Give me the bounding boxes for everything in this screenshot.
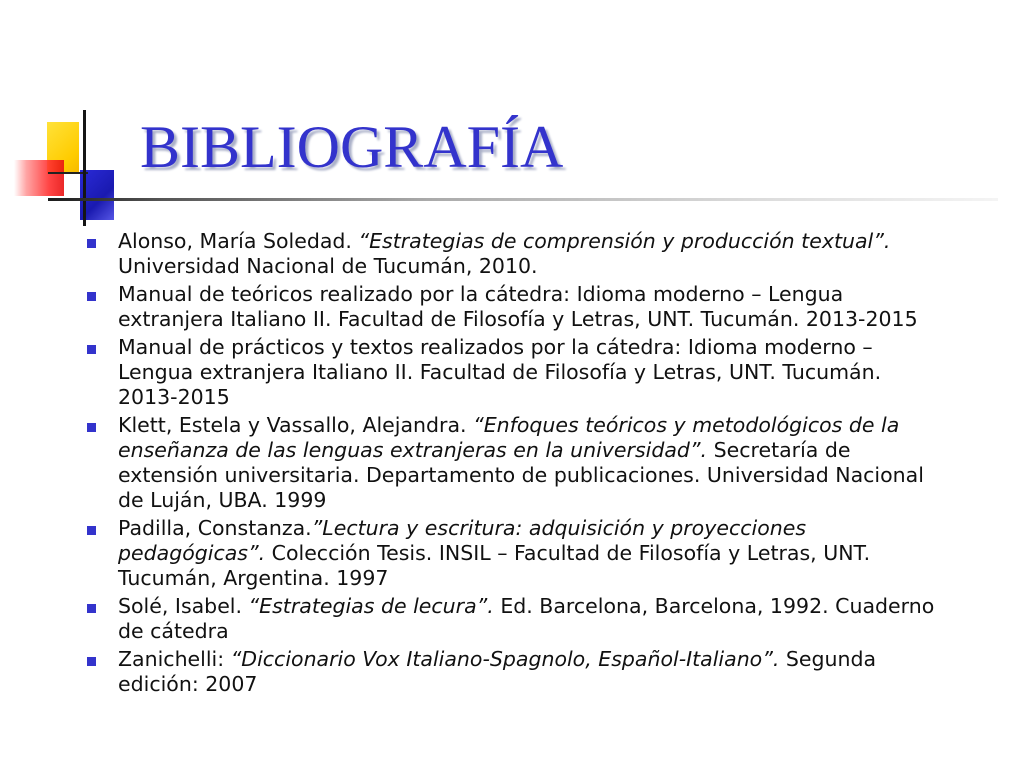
bibliography-list	[80, 229, 940, 700]
bibliography-entry	[80, 647, 940, 697]
entry-author: Alonso, María Soledad.	[118, 229, 359, 253]
entry-author: Zanichelli:	[118, 647, 231, 671]
square-bullet-icon	[87, 657, 96, 666]
entry-publication: Universidad Nacional de Tucumán, 2010.	[118, 254, 538, 278]
square-bullet-icon	[87, 239, 96, 248]
entry-title: “Estrategias de lecura”.	[248, 594, 494, 618]
bibliography-entry	[80, 413, 940, 513]
red-square-decoration	[14, 160, 64, 196]
entry-publication: Secretaría de extensión universitaria. Departamento de publicaciones. Universidad Nacional de Luján, UBA. 1999	[118, 438, 924, 512]
vertical-rule	[83, 110, 86, 226]
square-bullet-icon	[87, 423, 96, 432]
entry-author: Manual de teóricos realizado por la cátedra: Idioma moderno – Lengua extranjera Italiano II. Facultad de Filosofía y Letras, UNT. Tucumán. 2013-2015	[118, 282, 918, 331]
title-underline-rule	[48, 198, 998, 201]
entry-title: “Enfoques teóricos y metodológicos de la enseñanza de las lenguas extranjeras en la universidad”.	[118, 413, 900, 462]
short-horizontal-rule	[48, 172, 88, 174]
bibliography-entry	[80, 229, 940, 279]
entry-title: ”Lectura y escritura: adquisición y proyecciones pedagógicas”.	[118, 516, 807, 565]
bibliography-entry	[80, 335, 940, 410]
bibliography-entry	[80, 516, 940, 591]
entry-publication: Colección Tesis. INSIL – Facultad de Filosofía y Letras, UNT. Tucumán, Argentina. 1997	[118, 541, 871, 590]
bibliography-entry	[80, 282, 940, 332]
entry-title: “Estrategias de comprensión y producción textual”.	[358, 229, 891, 253]
square-bullet-icon	[87, 292, 96, 301]
square-bullet-icon	[87, 345, 96, 354]
slide-title: BIBLIOGRAFÍA	[140, 114, 564, 180]
entry-author: Manual de prácticos y textos realizados por la cátedra: Idioma moderno – Lengua extranjera Italiano II. Facultad de Filosofía y Letras, UNT. Tucumán. 2013-2015	[118, 335, 882, 409]
entry-publication: Segunda edición: 2007	[118, 647, 877, 696]
entry-title: “Diccionario Vox Italiano-Spagnolo, Español-Italiano”.	[230, 647, 780, 671]
entry-author: Klett, Estela y Vassallo, Alejandra.	[118, 413, 474, 437]
entry-author: Solé, Isabel.	[118, 594, 249, 618]
square-bullet-icon	[87, 526, 96, 535]
bibliography-entry	[80, 594, 940, 644]
entry-author: Padilla, Constanza.	[118, 516, 312, 540]
square-bullet-icon	[87, 604, 96, 613]
entry-publication: Ed. Barcelona, Barcelona, 1992. Cuaderno de cátedra	[118, 594, 935, 643]
